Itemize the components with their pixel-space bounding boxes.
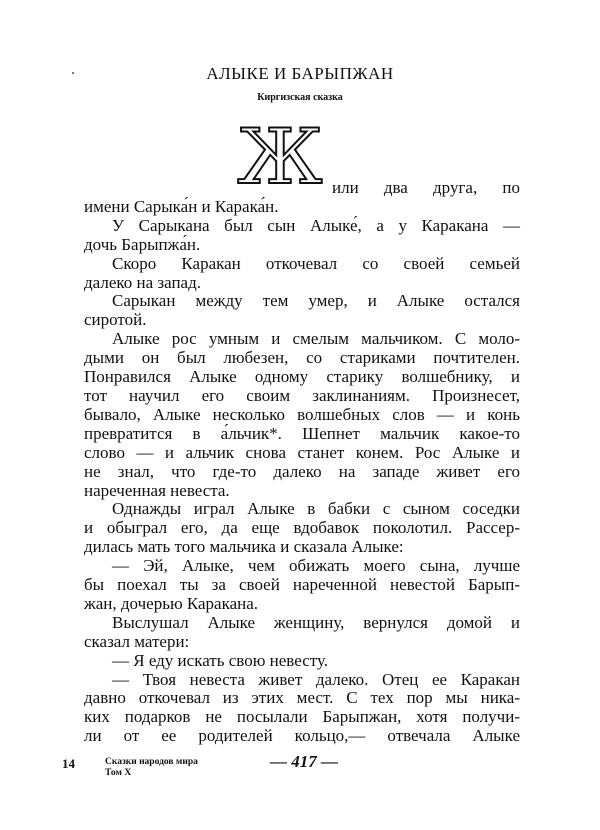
ornamental-drop-cap: Ж (237, 118, 323, 196)
text-line: Скоро Каракан откочевал со своей семьей (112, 253, 520, 273)
text-line: или два друга, по (332, 178, 520, 197)
text-line: — Твоя невеста живет далеко. Отец ее Каракан (112, 669, 520, 689)
story-subtitle: Киргизская сказка (257, 92, 343, 103)
text-line: превратится в а́льчик*. Шепнет мальчик какое-то (84, 423, 520, 443)
text-line: — Эй, Алыке, чем обижать моего сына, лучше (112, 556, 520, 576)
text-line: жан, дочерью Каракана. (84, 593, 259, 613)
text-line: имени Сарыка́н и Карака́н. (84, 196, 279, 216)
text-line: Однажды играл Алыке в бабки с сыном соседки (112, 499, 520, 519)
text-line: ли от ее родителей кольцо,— отвечала Алыке (84, 726, 520, 746)
text-line: У Сарыкана был сын Алыке́, а у Каракана — (112, 215, 520, 235)
text-line: сказал матери: (84, 631, 190, 651)
text-line: бывало, Алыке несколько волшебных слов — и конь (84, 404, 520, 424)
text-line: и обыграл его, да еще вдобавок поколотил. Рассер- (84, 518, 520, 538)
text-line: тот научил его своим заклинаниям. Произнесет, (84, 385, 520, 405)
text-line: далеко на запад. (84, 272, 201, 292)
text-line: бы поехал ты за своей нареченной невестой Барып- (84, 575, 520, 595)
story-title: АЛЫКЕ И БАРЫПЖАН (206, 64, 394, 83)
page-number: — 417 — (270, 752, 338, 771)
text-line: дыми он был любезен, со стариками почтителен. (84, 348, 520, 368)
text-line: дилась мать того мальчика и сказала Алыке: (84, 537, 404, 557)
text-line: Алыке рос умным и смелым мальчиком. С моло- (112, 329, 520, 349)
text-line: Сарыкан между тем умер, и Алыке остался (112, 291, 520, 311)
text-line: не знал, что где-то далеко на западе живет его (84, 461, 520, 481)
series-title: Сказки народов мира (105, 757, 198, 767)
text-line: нареченная невеста. (84, 480, 230, 500)
text-line: ких подарков не посылали Барыпжан, хотя получи- (84, 707, 520, 727)
text-line: слово — и альчик снова станет конем. Рос Алыке и (84, 442, 520, 462)
series-volume: Том X (105, 768, 132, 778)
text-line: сиротой. (84, 310, 147, 330)
story-body (84, 179, 520, 746)
series-info (105, 757, 198, 779)
signature-number: 14 (62, 756, 75, 771)
text-line: Понравился Алыке одному старику волшебнику, и (84, 367, 520, 387)
text-line: — Я еду искать свою невесту. (112, 650, 328, 670)
text-line: дочь Барыпжа́н. (84, 234, 201, 254)
text-line: Выслушал Алыке женщину, вернулся домой и (112, 612, 520, 632)
text-line: давно откочевал из этих мест. С тех пор мы ника- (84, 688, 520, 708)
